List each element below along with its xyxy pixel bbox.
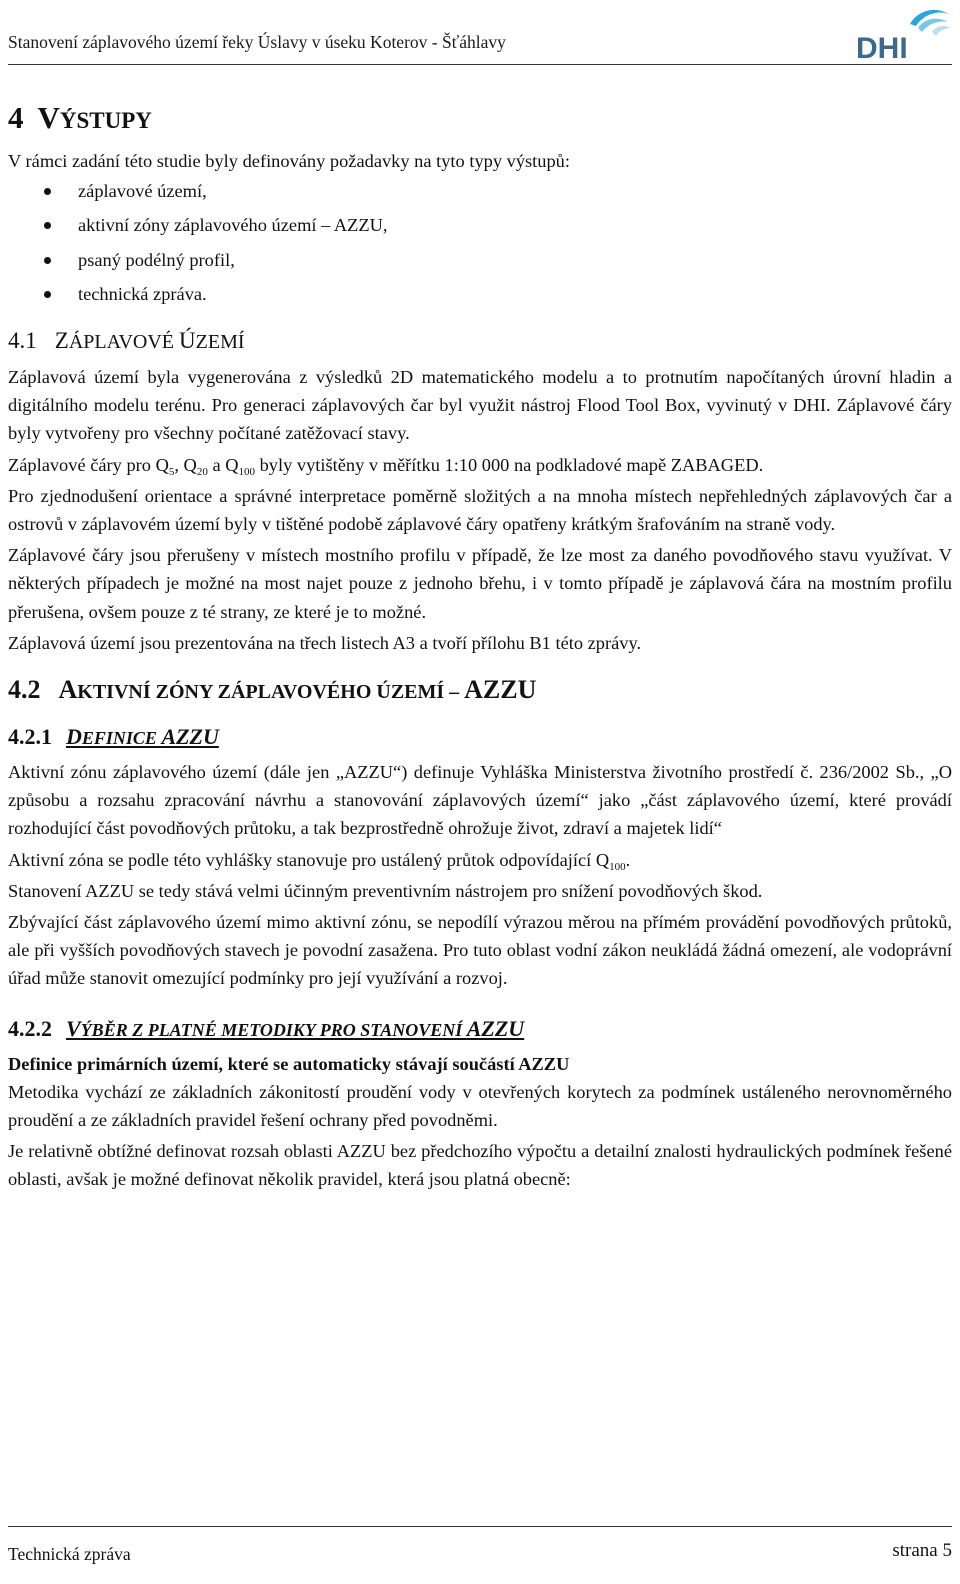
paragraph: Záplavová území jsou prezentována na třech listech A3 a tvoří přílohu B1 této zprávy. [8, 632, 642, 653]
section-heading-4-2-2: 4.2.2 VÝBĚR Z PLATNÉ METODIKY PRO STANOVENÍ AZZU [8, 1015, 525, 1041]
paragraph: Aktivní zóna se podle této vyhlášky stanovuje pro ustálený průtok odpovídající $Q_{100}$. [8, 849, 631, 873]
bullet-icon [44, 291, 51, 298]
section-4-intro: V rámci zadání této studie byly definovány požadavky na tyto typy výstupů: [8, 151, 570, 171]
paragraph: Pro zjednodušení orientace a správné interpretace poměrně složitých a na mnoha místech nepřehledných záplavových čar a ostrovů v záplavovém území byly v tištěné podobě záplavové čáry opatřeny krátkým šrafováním na straně vody. [8, 485, 952, 535]
page-number: strana 5 [892, 1540, 952, 1561]
section-heading-4-2-1: 4.2.1 DEFINICE AZZU [8, 724, 219, 750]
page-footer [8, 1526, 952, 1576]
output-list [8, 177, 952, 308]
page-header [8, 0, 952, 66]
list-item: záplavové území, [8, 177, 952, 205]
footer-divider [8, 1526, 952, 1527]
bullet-icon [44, 222, 51, 229]
paragraph: Záplavové čáry jsou přerušeny v místech mostního profilu v případě, že lze most za daného povodňového stavu využívat. V některých případech je možné na most najet pouze z jednoho břehu, i v tomto případě je záplavová čára na mostním profilu přerušena, ovšem pouze z té strany, ze které je to možné. [8, 545, 952, 622]
page-content [8, 96, 952, 1194]
footer-document-type: Technická zpráva [8, 1544, 131, 1564]
paragraph: Metodika vychází ze základních zákonitostí proudění vody v otevřených korytech za podmínek ustáleného nerovnoměrného proudění a ze základních pravidel řešení ochrany před povodněmi. [8, 1081, 952, 1131]
bullet-icon [44, 257, 51, 264]
section-heading-4: 4 VÝSTUPY [8, 100, 152, 135]
list-item: psaný podélný profil, [8, 246, 952, 274]
paragraph: Záplavová území byla vygenerována z výsledků 2D matematického modelu a to protnutím napočítaných úrovní hladin a digitálního modelu terénu. Pro generaci záplavových čar byl využit nástroj Flood Tool Box, vyvinutý v DHI. Záplavové čáry byly vytvořeny pro všechny počítané zatěžovací stavy. [8, 367, 952, 444]
header-divider [8, 64, 952, 65]
paragraph: Záplavové čáry pro $Q_5$, $Q_{20}$ a $Q_{100}$ byly vytištěny v měřítku 1:10 000 na podkladové mapě ZABAGED. [8, 454, 764, 478]
paragraph: Zbývající část záplavového území mimo aktivní zónu, se nepodílí výrazou měrou na přímém provádění povodňových průtoků, ale při vyšších povodňových stavech je povodní zasažena. Pro tuto oblast vodní zákon neukládá žádná omezení, ale vodoprávní úřad může stanovit omezující podmínky pro její využívání a rozvoj. [8, 912, 952, 989]
section-heading-4-2: 4.2 AKTIVNÍ ZÓNY ZÁPLAVOVÉHO ÚZEMÍ – AZZU [8, 675, 537, 705]
list-item: aktivní zóny záplavového území – AZZU, [8, 211, 952, 239]
document-title: Stanovení záplavového území řeky Úslavy v úseku Koterov - Šťáhlavy [8, 32, 506, 52]
list-item: technická zpráva. [8, 280, 952, 308]
logo-text: DHI [856, 32, 908, 62]
dhi-logo [852, 4, 952, 62]
paragraph: Aktivní zónu záplavového území (dále jen „AZZU“) definuje Vyhláška Ministerstva životního prostředí č. 236/2002 Sb., „O způsobu a rozsahu zpracování návrhu a stanovování záplavových území“ jako „část záplavového území, které provádí rozhodující část povodňových průtoku, a tak bezprostředně ohrožuje život, zdraví a majetek lidí“ [8, 762, 952, 839]
paragraph: Je relativně obtížné definovat rozsah oblasti AZZU bez předchozího výpočtu a detailní znalosti hydraulických podmínek řešené oblasti, avšak je možné definovat několik pravidel, která jsou platná obecně: [8, 1141, 952, 1190]
section-heading-4-1: 4.1 ZÁPLAVOVÉ ÚZEMÍ [8, 328, 245, 354]
bullet-icon [44, 188, 51, 195]
paragraph: Stanovení AZZU se tedy stává velmi účinným preventivním nástrojem pro snížení povodňových škod. [8, 880, 763, 901]
subheading: Definice primárních území, které se automaticky stávají součástí AZZU [8, 1053, 570, 1074]
